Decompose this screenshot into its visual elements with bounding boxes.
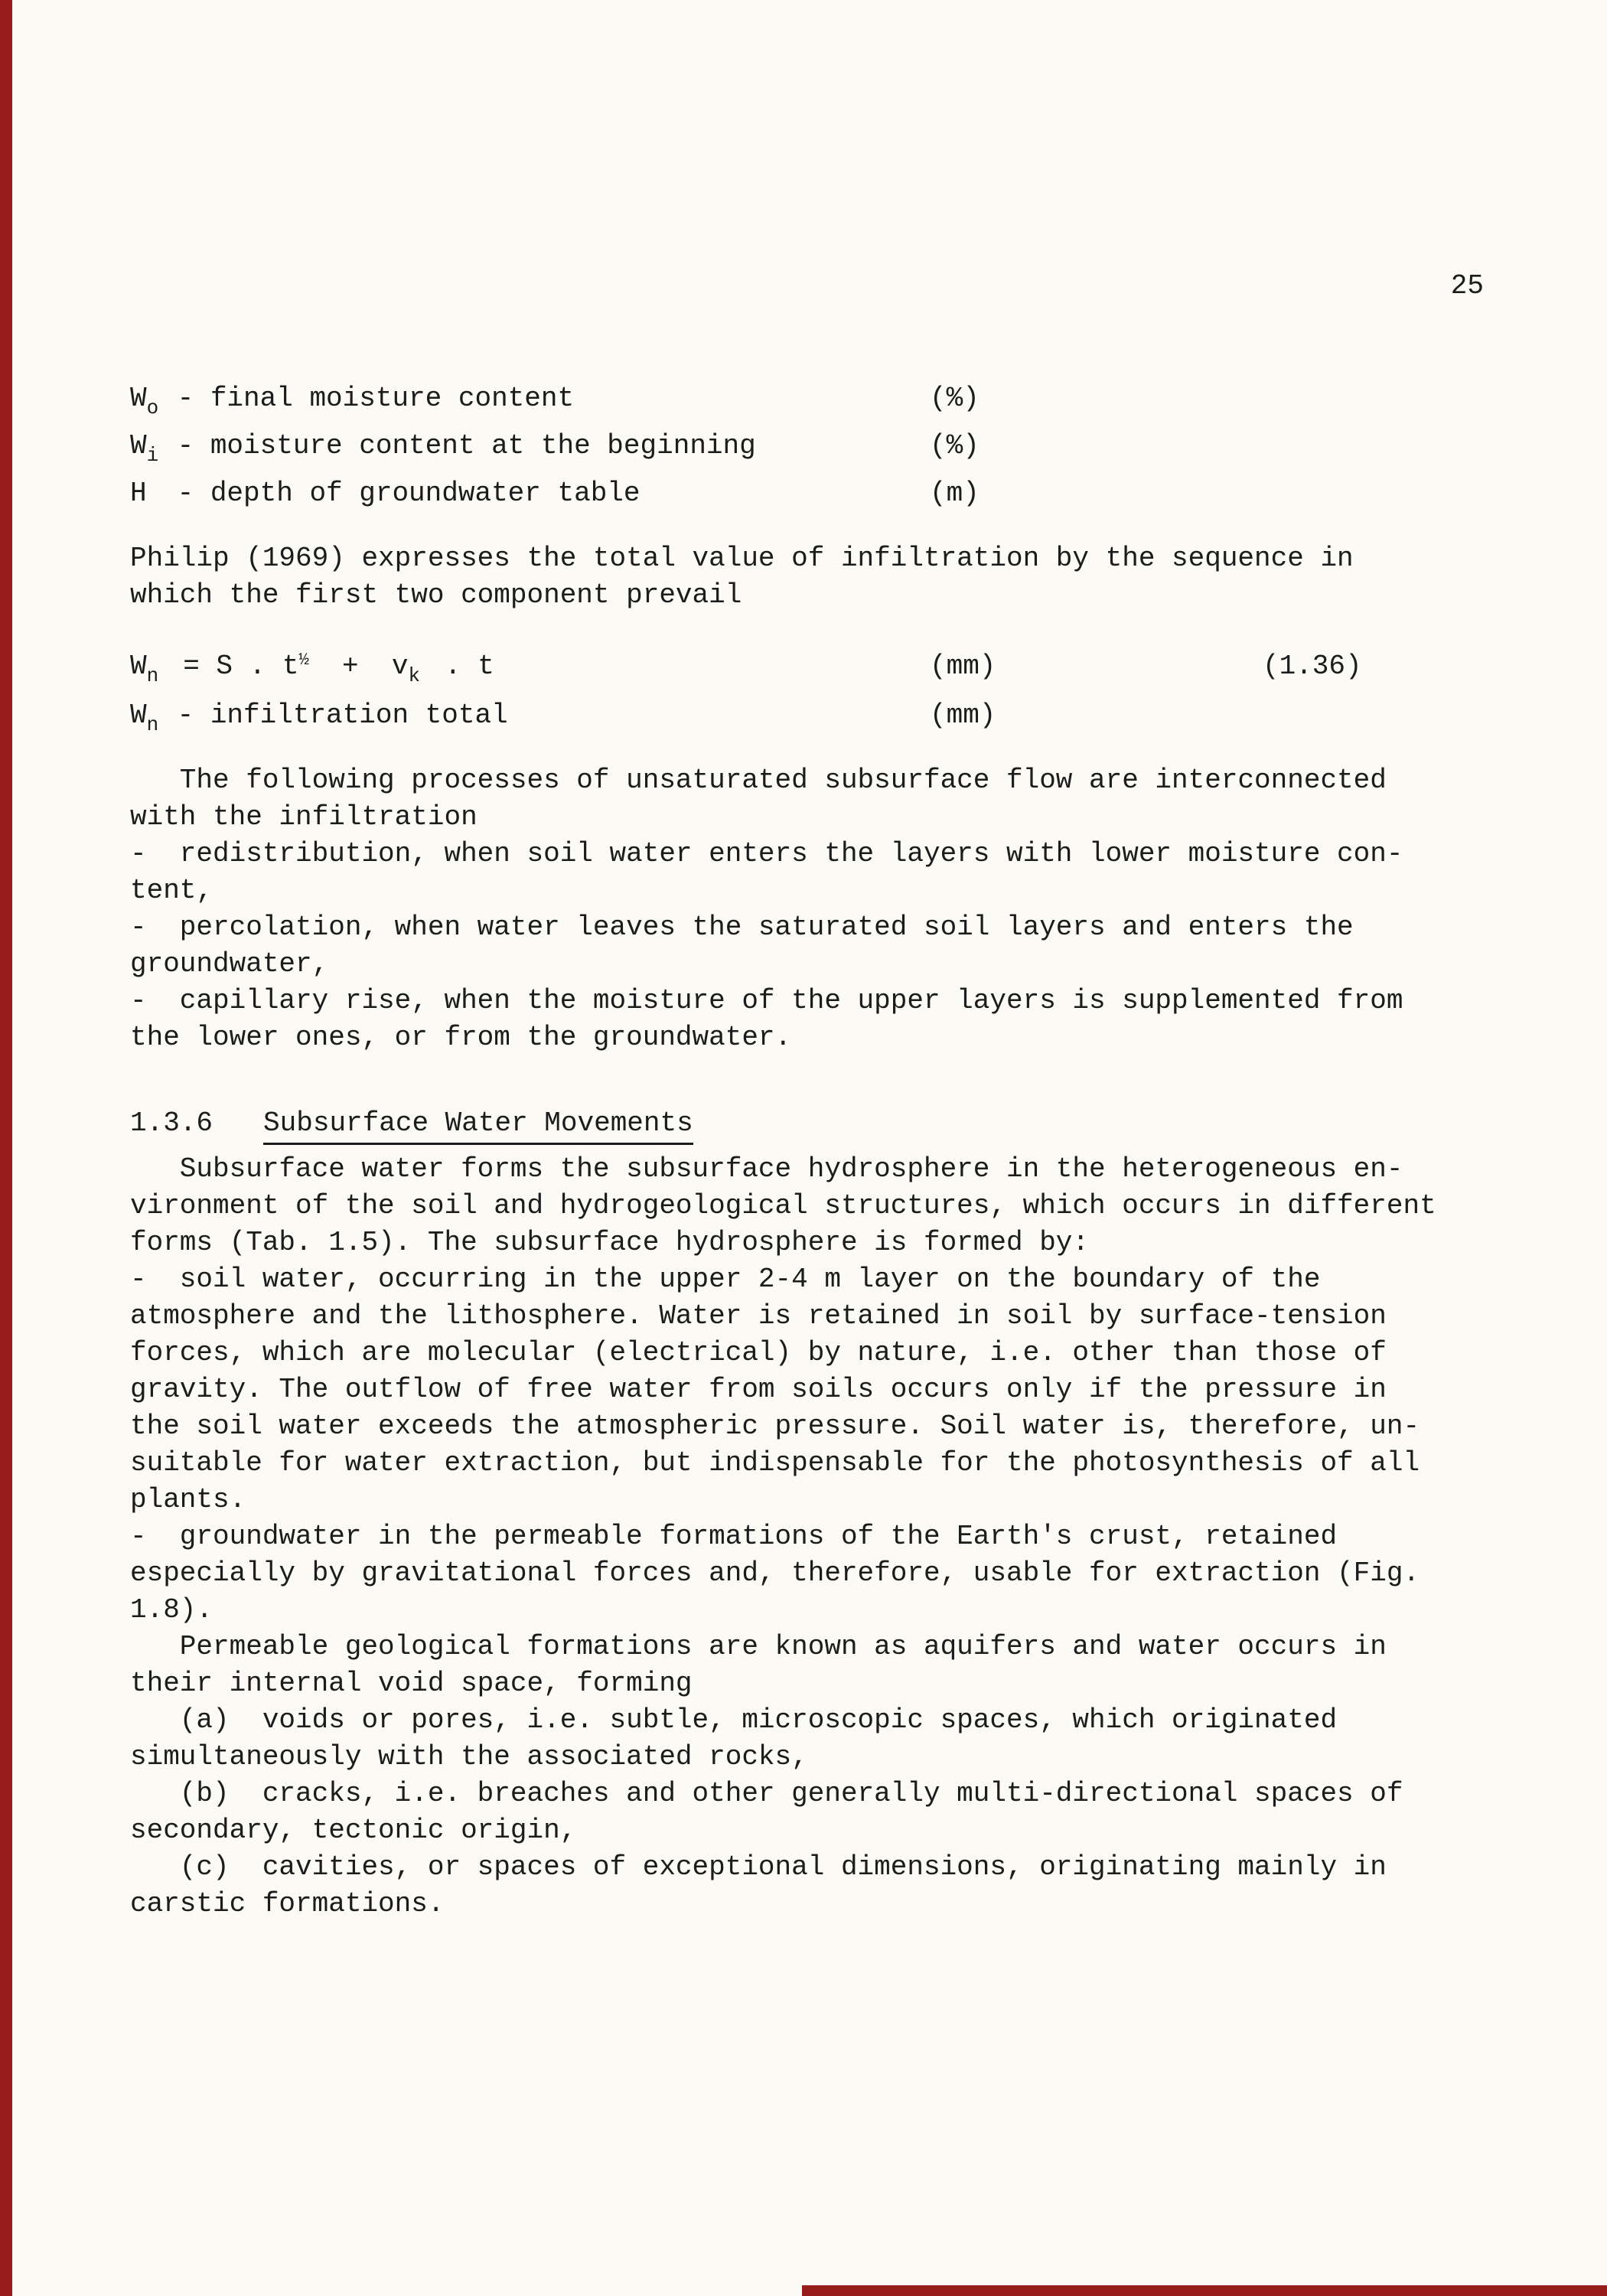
symbol-subscript: k <box>408 664 420 687</box>
text-line: - capillary rise, when the moisture of the upper layers is supplemented from <box>130 985 1403 1016</box>
unit-label: (mm) <box>930 700 996 731</box>
definition-text: - depth of groundwater table <box>177 478 641 509</box>
text-line: - groundwater in the permeable formations of the Earth's crust, retained <box>130 1521 1338 1552</box>
unit-label: (mm) <box>930 651 996 682</box>
text-line: carstic formations. <box>130 1888 445 1919</box>
definition-text: - infiltration total <box>177 700 508 731</box>
definition-text: - final moisture content <box>177 383 575 414</box>
unit-label: (m) <box>930 478 980 509</box>
text-line: the lower ones, or from the groundwater. <box>130 1022 792 1053</box>
text-line: suitable for water extraction, but indispensable for the photosynthesis of all <box>130 1447 1420 1479</box>
text-line: - soil water, occurring in the upper 2-4 m layer on the boundary of the <box>130 1264 1321 1295</box>
definition-row <box>130 470 1488 517</box>
text-line: forms (Tab. 1.5). The subsurface hydrosphere is formed by: <box>130 1227 1090 1258</box>
symbol: H <box>130 478 147 509</box>
text-line: tent, <box>130 875 214 906</box>
definition-text: - moisture content at the beginning <box>177 430 756 461</box>
text-line: with the infiltration <box>130 801 478 833</box>
section-body-paragraph <box>130 1151 1488 1923</box>
unit-label: (%) <box>930 383 980 414</box>
symbol-subscript: o <box>146 396 159 419</box>
text-line: secondary, tectonic origin, <box>130 1815 577 1846</box>
symbol-subscript: i <box>146 443 159 467</box>
text-line: Philip (1969) expresses the total value of infiltration by the sequence in <box>130 543 1354 574</box>
text-line: (b) cracks, i.e. breaches and other generally multi-directional spaces of <box>130 1778 1403 1809</box>
equation-1-36 <box>130 641 1488 692</box>
definition-row <box>130 375 1488 422</box>
text-line: The following processes of unsaturated subsurface flow are interconnected <box>130 765 1387 796</box>
text-line: (a) voids or pores, i.e. subtle, microscopic spaces, which originated <box>130 1704 1338 1736</box>
symbol-subscript: n <box>146 713 159 736</box>
text-line: gravity. The outflow of free water from soils occurs only if the pressure in <box>130 1374 1387 1405</box>
symbol-definitions <box>130 375 1488 517</box>
unit-label: (%) <box>930 430 980 461</box>
text-line: Subsurface water forms the subsurface hydrosphere in the heterogeneous en- <box>130 1153 1403 1185</box>
text-line: their internal void space, forming <box>130 1668 693 1699</box>
text-line: Permeable geological formations are known as aquifers and water occurs in <box>130 1631 1387 1662</box>
text-line: - percolation, when water leaves the saturated soil layers and enters the <box>130 912 1354 943</box>
text-line: atmosphere and the lithosphere. Water is retained in soil by surface-tension <box>130 1300 1387 1332</box>
page-content <box>130 268 1488 1923</box>
scan-artifact-left-edge <box>0 0 12 2296</box>
philip-paragraph <box>130 540 1488 614</box>
section-number: 1.3.6 <box>130 1107 214 1139</box>
equation-body: . t <box>428 651 494 682</box>
text-line: plants. <box>130 1484 246 1515</box>
text-line: vironment of the soil and hydrogeological structures, which occurs in different <box>130 1190 1436 1221</box>
text-line: 1.8). <box>130 1594 214 1626</box>
text-line: the soil water exceeds the atmospheric pressure. Soil water is, therefore, un- <box>130 1411 1420 1442</box>
text-line: groundwater, <box>130 948 329 980</box>
definition-row <box>130 692 1488 739</box>
section-heading <box>130 1105 1488 1142</box>
text-line: especially by gravitational forces and, therefore, usable for extraction (Fig. <box>130 1557 1420 1589</box>
equation-body: = S . t <box>166 651 299 682</box>
scan-artifact-bottom-edge <box>802 2285 1607 2296</box>
equation-number: (1.36) <box>1263 651 1362 682</box>
text-line: - redistribution, when soil water enters the layers with lower moisture con- <box>130 838 1403 869</box>
symbol: W <box>130 700 147 731</box>
text-line: simultaneously with the associated rocks, <box>130 1741 808 1773</box>
section-title: Subsurface Water Movements <box>263 1107 693 1145</box>
symbol: W <box>130 430 147 461</box>
equation-body: + v <box>308 651 409 682</box>
exponent: ½ <box>298 649 309 670</box>
definition-row <box>130 422 1488 470</box>
text-line: forces, which are molecular (electrical) by nature, i.e. other than those of <box>130 1337 1387 1368</box>
text-line: which the first two component prevail <box>130 579 742 611</box>
text-line: (c) cavities, or spaces of exceptional dimensions, originating mainly in <box>130 1851 1387 1883</box>
page-number: 25 <box>1450 270 1484 302</box>
processes-paragraph <box>130 762 1488 1056</box>
symbol: W <box>130 383 147 414</box>
symbol-subscript: n <box>146 664 159 687</box>
symbol: W <box>130 651 147 682</box>
